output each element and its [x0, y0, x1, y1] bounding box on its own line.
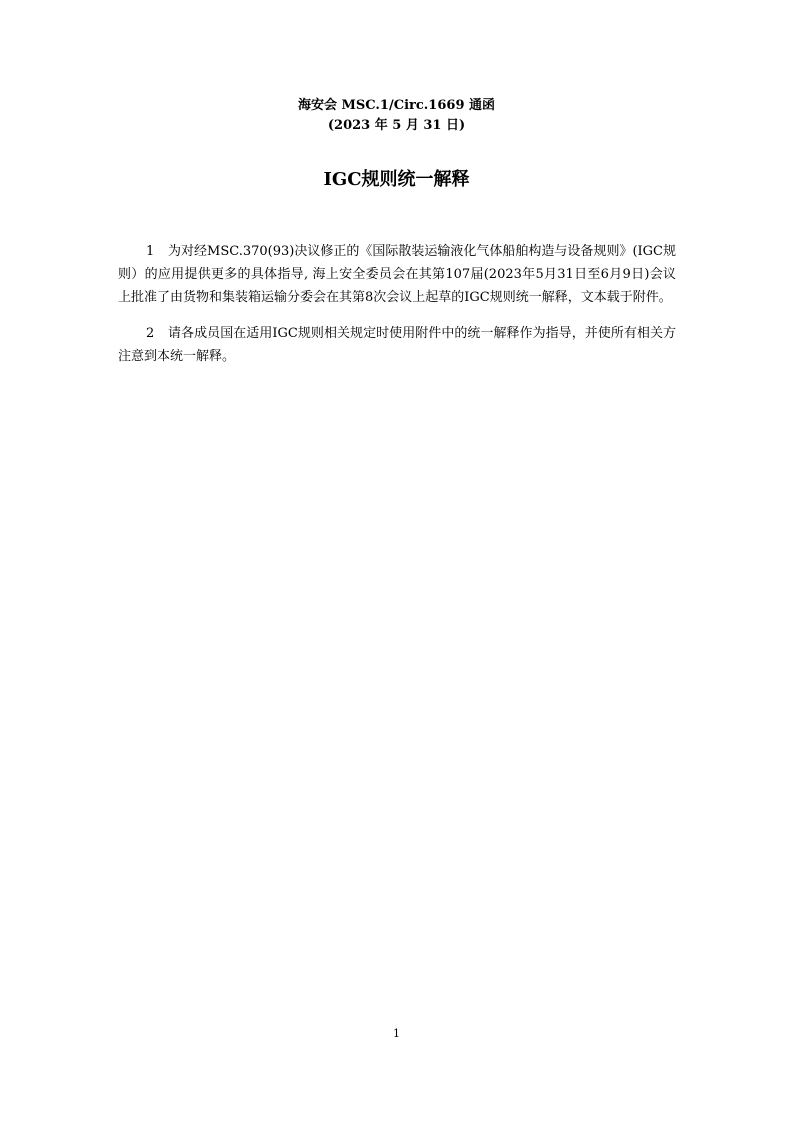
page-number: 1	[393, 1027, 400, 1040]
paragraph-number: 1	[146, 244, 155, 259]
document-title: IGC规则统一解释	[323, 169, 470, 190]
circular-date: (2023 年 5 月 31 日)	[327, 118, 466, 133]
paragraph-number: 2	[146, 326, 155, 341]
paragraph-text: 请各成员国在适用IGC规则相关规定时使用附件中的统一解释作为指导，并使所有相关方注意到本统一解释。	[118, 326, 676, 364]
paragraph-1	[118, 240, 676, 309]
paragraph-text: 为对经MSC.370(93)决议修正的《国际散装运输液化气体船舶构造与设备规则》(IGC规则）的应用提供更多的具体指导, 海上安全委员会在其第107届(2023年5月31日至6月9日)会议上批准了由货物和集装箱运输分委会在其第8次会议上起草的IGC规则统一解释，文本载于附件。	[118, 244, 676, 305]
paragraph-2	[118, 322, 676, 368]
document-header	[0, 96, 793, 136]
circular-reference: 海安会 MSC.1/Circ.1669 通函	[297, 98, 496, 113]
document-body	[118, 240, 676, 381]
